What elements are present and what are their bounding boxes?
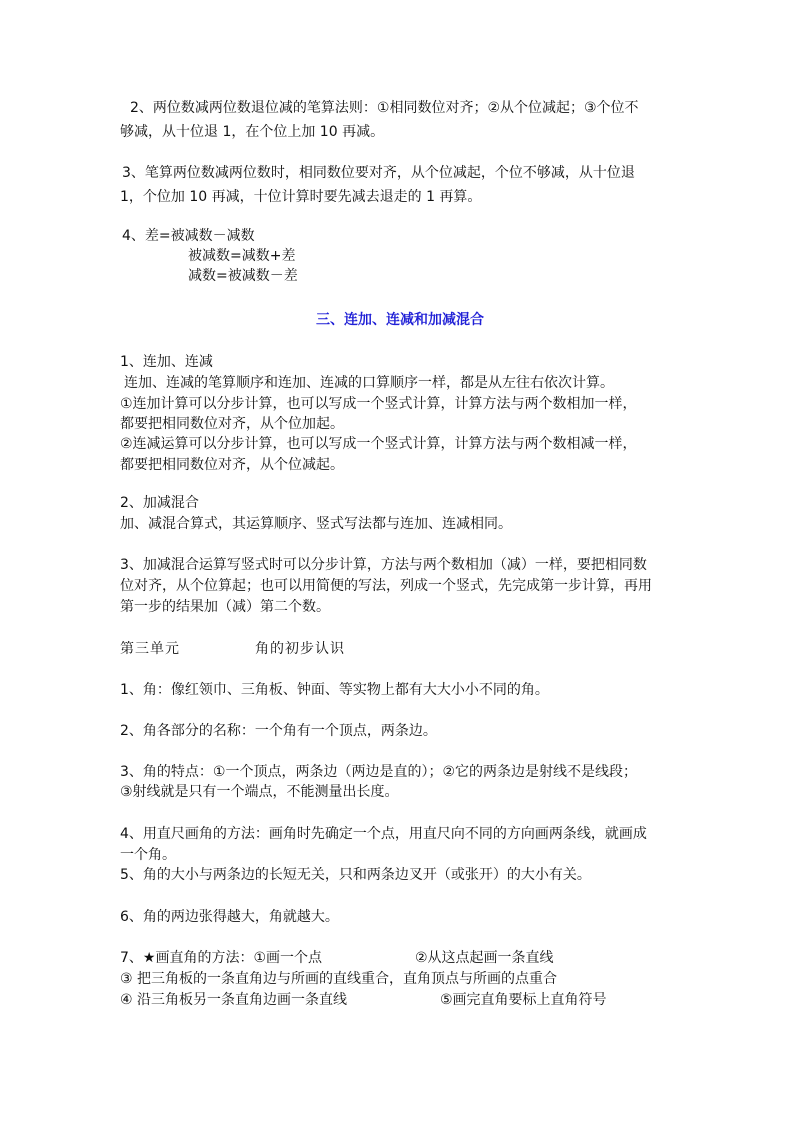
formula-subtrahend: 减数=被减数－差 (188, 268, 298, 284)
subsection-1-line-1: 连加、连减的笔算顺序和连加、连减的口算顺序一样，都是从左往右依次计算。 (124, 375, 614, 391)
angle-item-3-line-2: ③射线就是只有一个端点，不能测量出长度。 (120, 784, 399, 800)
formula-minuend: 被减数=减数+差 (188, 248, 296, 264)
angle-item-6: 6、角的两边张得越大，角就越大。 (120, 909, 339, 925)
angle-item-7-step-4: ④ 沿三角板另一条直角边画一条直线 (120, 992, 348, 1008)
angle-item-2: 2、角各部分的名称：一个角有一个顶点，两条边。 (120, 723, 437, 739)
angle-item-7-step-2: ②从这点起画一条直线 (415, 950, 554, 966)
section-heading: 三、连加、连减和加减混合 (316, 312, 484, 328)
rule-2-line-1: 2、两位数减两位数退位减的笔算法则：①相同数位对齐；②从个位减起；③个位不 (130, 100, 639, 116)
subsection-1-line-2: ①连加计算可以分步计算，也可以写成一个竖式计算，计算方法与两个数相加一样， (120, 396, 637, 412)
angle-item-7-step-5: ⑤画完直角要标上直角符号 (440, 992, 607, 1008)
subsection-2-line-1: 加、减混合算式，其运算顺序、竖式写法都与连加、连减相同。 (120, 516, 512, 532)
angle-item-4-line-2: 一个角。 (120, 847, 176, 863)
angle-item-5: 5、角的大小与两条边的长短无关，只和两条边叉开（或张开）的大小有关。 (120, 867, 591, 883)
formula-difference: 4、差=被减数－减数 (122, 228, 255, 244)
subsection-2-title: 2、加减混合 (120, 495, 199, 511)
subsection-3-line-2: 位对齐，从个位算起；也可以用简便的写法，列成一个竖式，先完成第一步计算，再用 (120, 578, 652, 594)
angle-item-3-line-1: 3、角的特点：①一个顶点，两条边（两边是直的）；②它的两条边是射线不是线段； (120, 764, 638, 780)
subsection-3-line-1: 3、加减混合运算写竖式时可以分步计算，方法与两个数相加（减）一样，要把相同数 (120, 557, 647, 573)
subsection-1-line-3: 都要把相同数位对齐，从个位加起。 (120, 416, 344, 432)
rule-3-line-1: 3、笔算两位数减两位数时，相同数位要对齐，从个位减起，个位不够减，从十位退 (122, 165, 635, 181)
angle-item-7-step-1: 7、★画直角的方法：①画一个点 (120, 950, 323, 966)
angle-item-1: 1、角：像红领巾、三角板、钟面、等实物上都有大大小小不同的角。 (120, 682, 549, 698)
rule-2-line-2: 够减，从十位退 1，在个位上加 10 再减。 (120, 124, 385, 140)
angle-item-4-line-1: 4、用直尺画角的方法：画角时先确定一个点，用直尺向不同的方向画两条线，就画成 (120, 826, 647, 842)
subsection-1-line-4: ②连减运算可以分步计算，也可以写成一个竖式计算，计算方法与两个数相减一样， (120, 436, 637, 452)
subsection-1-line-5: 都要把相同数位对齐，从个位减起。 (120, 457, 344, 473)
unit-label: 第三单元 (120, 641, 180, 657)
rule-3-line-2: 1，个位加 10 再减，十位计算时要先减去退走的 1 再算。 (120, 189, 482, 205)
subsection-1-title: 1、连加、连减 (120, 354, 213, 370)
subsection-3-line-3: 第一步的结果加（减）第二个数。 (120, 599, 330, 615)
angle-item-7-step-3: ③ 把三角板的一条直角边与所画的直线重合，直角顶点与所画的点重合 (120, 971, 557, 987)
unit-title: 角的初步认识 (255, 641, 345, 657)
